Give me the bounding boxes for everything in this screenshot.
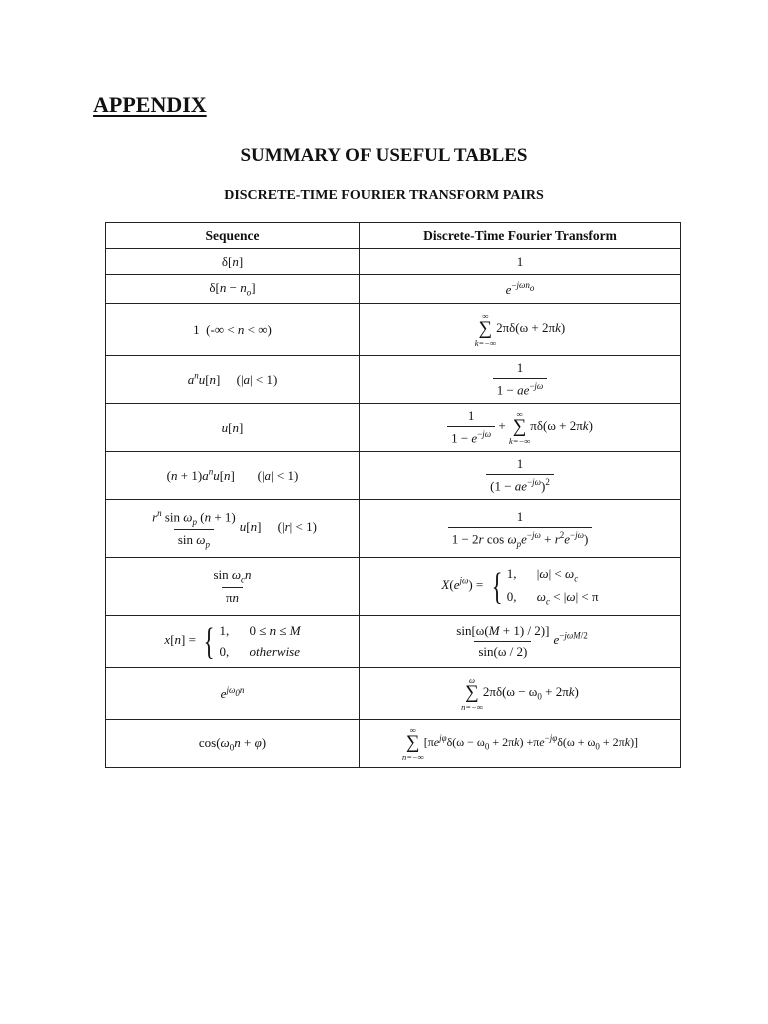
sequence-cell	[106, 452, 360, 500]
summation-symbol: ∞ ∑ k=−∞	[508, 408, 531, 446]
formula: 1 (-∞ < n < ∞)	[193, 321, 272, 337]
formula: $\frac{1}{1 - ae^{-j\omega}}$	[493, 360, 548, 398]
formula: $\frac{\sin \omega_cn}{\pi n}$	[213, 567, 252, 605]
formula: ω ∑ n=−∞ $2\pi\delta(\omega - \omega_0 + 2\pi k)$	[461, 674, 579, 712]
transform-cell	[360, 304, 681, 356]
transform-cell	[360, 558, 681, 616]
formula: $X(e^{j\omega})$ = { 1, $|\omega| < \omega_c$ 0, $\omega_c < |\omega| < \pi$	[441, 565, 599, 608]
transform-cell	[360, 275, 681, 304]
transform-cell	[360, 500, 681, 558]
transform-cell	[360, 720, 681, 768]
sequence-cell	[106, 275, 360, 304]
transform-cell	[360, 616, 681, 668]
transform-cell	[360, 249, 681, 275]
table-row	[106, 356, 681, 404]
column-header-transform: Discrete-Time Fourier Transform	[360, 223, 681, 249]
formula: u[n]	[221, 419, 244, 435]
formula: $\frac{1}{1 - 2r \cos \omega_pe^{-j\omega} + r^2e^{-j\omega})}$	[448, 509, 593, 549]
table-row	[106, 452, 681, 500]
transform-cell	[360, 668, 681, 720]
formula: $\frac{r^n \sin \omega_p (n + 1)}{\sin \omega_p}$ u[n] (|r| < 1)	[152, 507, 317, 550]
table-row	[106, 275, 681, 304]
column-header-sequence: Sequence	[106, 223, 360, 249]
transform-cell	[360, 356, 681, 404]
formula: $e^{-j\omega n_o}$	[505, 280, 535, 297]
table-header-row	[106, 223, 681, 249]
summation-symbol: ∞ ∑ n=−∞	[401, 724, 424, 762]
table-row	[106, 720, 681, 768]
formula: $\delta[n - n_o]$	[209, 280, 256, 298]
table-title: DISCRETE-TIME FOURIER TRANSFORM PAIRS	[224, 188, 544, 203]
sequence-cell	[106, 304, 360, 356]
sequence-cell	[106, 720, 360, 768]
formula: x[n] = { 1, 0 ≤ n ≤ M 0, otherwise	[164, 620, 301, 663]
formula: δ[n]	[221, 253, 244, 269]
sequence-cell	[106, 558, 360, 616]
summary-title: SUMMARY OF USEFUL TABLES	[240, 145, 528, 166]
sequence-cell	[106, 500, 360, 558]
sequence-cell	[106, 668, 360, 720]
transform-cell	[360, 452, 681, 500]
sequence-cell	[106, 356, 360, 404]
table-row	[106, 500, 681, 558]
formula: $\frac{1}{(1 - ae^{-j\omega})^2}$	[486, 456, 554, 494]
table-row	[106, 616, 681, 668]
summation-symbol: ∞ ∑ k=−∞	[474, 310, 497, 348]
table-row	[106, 249, 681, 275]
formula: $\frac{\sin[\omega(M + 1) / 2)]}{\sin(\omega / 2)}$ $e^{-j\omega M/2}$	[456, 623, 588, 659]
table-row	[106, 304, 681, 356]
table-row	[106, 404, 681, 452]
formula: $a^nu[n]$ (|a| < 1)	[187, 370, 278, 388]
formula: 1	[516, 253, 524, 269]
formula: ∞ ∑ k=−∞ 2πδ(ω + 2πk)	[474, 310, 566, 348]
formula: $\frac{1}{1 - e^{-j\omega}}$ + ∞ ∑ k=−∞ πδ(ω + 2πk)	[447, 418, 593, 433]
table-row	[106, 668, 681, 720]
sequence-cell	[106, 616, 360, 668]
table-row	[106, 558, 681, 616]
sequence-cell	[106, 249, 360, 275]
appendix-heading: APPENDIX	[93, 92, 207, 117]
dtft-pairs-table	[105, 222, 681, 768]
summation-symbol: ω ∑ n=−∞	[461, 674, 483, 712]
formula: $(n + 1)a^nu[n]$ (|a| < 1)	[166, 466, 299, 484]
transform-cell	[360, 404, 681, 452]
formula: ∞ ∑ n=−∞ $[\pi e^{j\varphi}\delta(\omega - \omega_0 + 2\pi k) +\pi e^{-j\varphi}\delta(\omega + \omega_0 + 2\pi k)]$	[401, 724, 639, 762]
sequence-cell	[106, 404, 360, 452]
formula: $e^{j\omega_0n}$	[220, 684, 245, 702]
formula: $\cos(\omega_0n + \varphi)$	[198, 734, 267, 753]
